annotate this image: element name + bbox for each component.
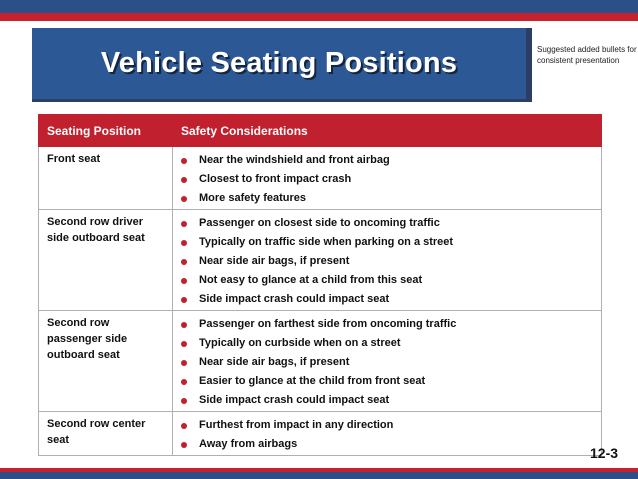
- bullet-list: [181, 151, 593, 208]
- bullet-item: [181, 315, 593, 334]
- bullet-list: [181, 416, 593, 454]
- table-row: [39, 210, 602, 311]
- column-header-safety-considerations: Safety Considerations: [173, 115, 602, 147]
- bullet-text: Not easy to glance at a child from this seat: [199, 274, 423, 286]
- bullet-item: [181, 214, 593, 233]
- bullet-item: [181, 252, 593, 271]
- table-body: [39, 147, 602, 456]
- bullet-item: [181, 353, 593, 372]
- bullet-dot-icon: [181, 341, 187, 347]
- safety-considerations-cell: [173, 412, 602, 456]
- bullet-text: Typically on curbside when on a street: [199, 337, 401, 349]
- seating-position-cell: Front seat: [39, 147, 173, 210]
- safety-considerations-cell: [173, 210, 602, 311]
- bullet-text: Near side air bags, if present: [199, 255, 350, 267]
- bullet-dot-icon: [181, 158, 187, 164]
- bullet-dot-icon: [181, 278, 187, 284]
- title-box: [32, 28, 532, 102]
- bullet-item: [181, 416, 593, 435]
- seating-table: [38, 114, 602, 456]
- bullet-item: [181, 391, 593, 410]
- bullet-text: Closest to front impact crash: [199, 173, 352, 185]
- bullet-text: Away from airbags: [199, 438, 298, 450]
- bullet-text: More safety features: [199, 192, 306, 204]
- slide-number: 12-3: [590, 445, 619, 461]
- bullet-dot-icon: [181, 297, 187, 303]
- bullet-dot-icon: [181, 259, 187, 265]
- bullet-dot-icon: [181, 322, 187, 328]
- seating-position-cell: Second row center seat: [39, 412, 173, 456]
- bullet-text: Furthest from impact in any direction: [199, 419, 394, 431]
- bullet-dot-icon: [181, 221, 187, 227]
- bullet-dot-icon: [181, 177, 187, 183]
- bullet-item: [181, 170, 593, 189]
- column-header-seating-position: Seating Position: [39, 115, 173, 147]
- bullet-dot-icon: [181, 442, 187, 448]
- bottom-banner-bar: [0, 472, 638, 479]
- bullet-text: Near the windshield and front airbag: [199, 154, 390, 166]
- presenter-note: Suggested added bullets for consistent presentation: [537, 45, 637, 65]
- bullet-item: [181, 233, 593, 252]
- bullet-dot-icon: [181, 196, 187, 202]
- bullet-list: [181, 214, 593, 309]
- bullet-item: [181, 271, 593, 290]
- table-header-row: [39, 115, 602, 147]
- bullet-dot-icon: [181, 398, 187, 404]
- safety-considerations-cell: [173, 147, 602, 210]
- bullet-list: [181, 315, 593, 410]
- safety-considerations-cell: [173, 311, 602, 412]
- top-banner-bar: [0, 0, 638, 13]
- slide-title: Vehicle Seating Positions: [100, 47, 458, 79]
- bullet-text: Side impact crash could impact seat: [199, 394, 390, 406]
- bullet-text: Passenger on farthest side from oncoming traffic: [199, 318, 457, 330]
- bullet-text: Typically on traffic side when parking on a street: [199, 236, 454, 248]
- bullet-dot-icon: [181, 360, 187, 366]
- bullet-item: [181, 334, 593, 353]
- bullet-item: [181, 372, 593, 391]
- bullet-text: Side impact crash could impact seat: [199, 293, 390, 305]
- bullet-item: [181, 151, 593, 170]
- table-row: [39, 412, 602, 456]
- table-row: [39, 311, 602, 412]
- table-row: [39, 147, 602, 210]
- bullet-text: Passenger on closest side to oncoming traffic: [199, 217, 440, 229]
- bullet-dot-icon: [181, 240, 187, 246]
- bullet-text: Near side air bags, if present: [199, 356, 350, 368]
- bullet-item: [181, 435, 593, 454]
- bullet-text: Easier to glance at the child from front seat: [199, 375, 426, 387]
- top-accent-stripe: [0, 13, 638, 21]
- seating-position-cell: Second row driver side outboard seat: [39, 210, 173, 311]
- bullet-dot-icon: [181, 379, 187, 385]
- bullet-item: [181, 290, 593, 309]
- bullet-item: [181, 189, 593, 208]
- bullet-dot-icon: [181, 423, 187, 429]
- seating-position-cell: Second row passenger side outboard seat: [39, 311, 173, 412]
